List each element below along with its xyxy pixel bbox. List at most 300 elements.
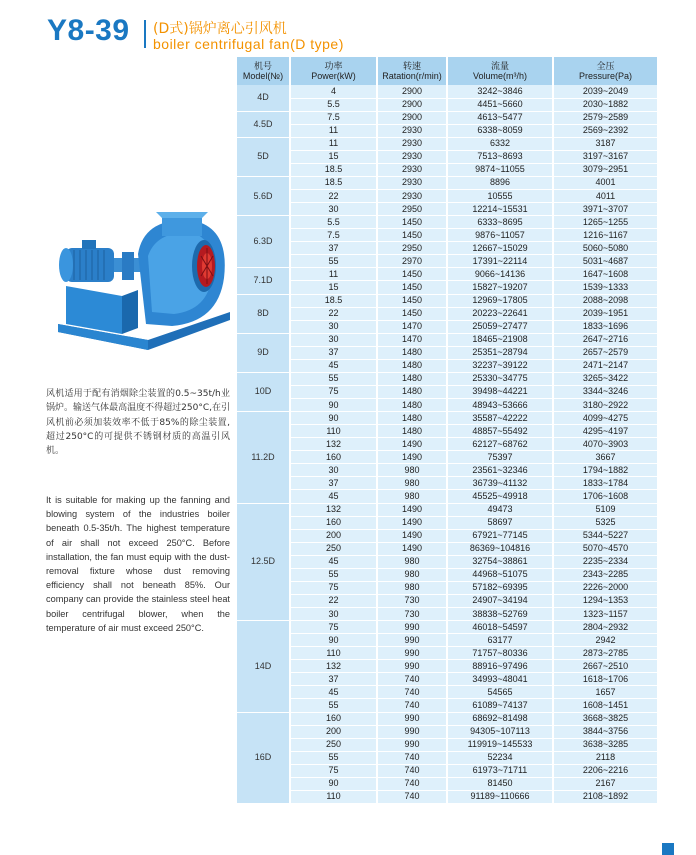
pressure-cell: 1647~1608	[553, 268, 657, 281]
table-row	[237, 581, 657, 594]
table-row	[237, 464, 657, 477]
volume-cell: 67921~77145	[447, 529, 553, 542]
volume-cell: 86369~104816	[447, 542, 553, 555]
table-row	[237, 281, 657, 294]
volume-cell: 12667~15029	[447, 242, 553, 255]
power-cell: 18.5	[290, 176, 377, 189]
table-row	[237, 268, 657, 281]
power-cell: 110	[290, 790, 377, 803]
volume-cell: 25059~27477	[447, 320, 553, 333]
pressure-cell: 2039~2049	[553, 85, 657, 98]
table-row	[237, 594, 657, 607]
table-row	[237, 516, 657, 529]
pressure-cell: 5344~5227	[553, 529, 657, 542]
model-cell: 5D	[237, 137, 290, 176]
speed-cell: 1490	[377, 451, 447, 464]
volume-cell: 36739~41132	[447, 477, 553, 490]
table-row	[237, 712, 657, 725]
table-row	[237, 790, 657, 803]
power-cell: 90	[290, 777, 377, 790]
pressure-cell: 2167	[553, 777, 657, 790]
volume-cell: 32754~38861	[447, 555, 553, 568]
table-row	[237, 333, 657, 346]
volume-cell: 58697	[447, 516, 553, 529]
power-cell: 30	[290, 320, 377, 333]
power-cell: 45	[290, 490, 377, 503]
volume-cell: 25330~34775	[447, 372, 553, 385]
pressure-cell: 3180~2922	[553, 399, 657, 412]
pressure-cell: 3844~3756	[553, 725, 657, 738]
volume-cell: 61089~74137	[447, 699, 553, 712]
volume-cell: 46018~54597	[447, 621, 553, 634]
table-row	[237, 320, 657, 333]
pressure-cell: 5031~4687	[553, 255, 657, 268]
volume-cell: 32237~39122	[447, 359, 553, 372]
power-cell: 75	[290, 385, 377, 398]
volume-cell: 68692~81498	[447, 712, 553, 725]
speed-cell: 2930	[377, 137, 447, 150]
speed-cell: 980	[377, 581, 447, 594]
pressure-cell: 4001	[553, 176, 657, 189]
table-row	[237, 346, 657, 359]
volume-cell: 61973~71711	[447, 764, 553, 777]
pressure-cell: 2030~1882	[553, 98, 657, 111]
col-header-model: 机号 Model(№)	[237, 57, 290, 85]
speed-cell: 740	[377, 686, 447, 699]
speed-cell: 1450	[377, 307, 447, 320]
volume-cell: 45525~49918	[447, 490, 553, 503]
speed-cell: 1480	[377, 346, 447, 359]
volume-cell: 34993~48041	[447, 673, 553, 686]
speed-cell: 1450	[377, 229, 447, 242]
power-cell: 132	[290, 503, 377, 516]
speed-cell: 1490	[377, 516, 447, 529]
volume-cell: 9876~11057	[447, 229, 553, 242]
power-cell: 45	[290, 555, 377, 568]
model-cell: 8D	[237, 294, 290, 333]
pressure-cell: 2657~2579	[553, 346, 657, 359]
speed-cell: 1490	[377, 529, 447, 542]
power-cell: 132	[290, 660, 377, 673]
power-cell: 250	[290, 542, 377, 555]
specification-table	[237, 57, 657, 804]
speed-cell: 990	[377, 621, 447, 634]
table-row	[237, 764, 657, 777]
volume-cell: 7513~8693	[447, 150, 553, 163]
col-header-speed: 转速 Ratation(r/min)	[377, 57, 447, 85]
power-cell: 15	[290, 281, 377, 294]
table-row	[237, 503, 657, 516]
pressure-cell: 2039~1951	[553, 307, 657, 320]
pressure-cell: 1216~1167	[553, 229, 657, 242]
title-divider	[144, 20, 146, 48]
volume-cell: 48857~55492	[447, 425, 553, 438]
volume-cell: 119919~145533	[447, 738, 553, 751]
model-cell: 6.3D	[237, 216, 290, 268]
power-cell: 45	[290, 359, 377, 372]
speed-cell: 1480	[377, 399, 447, 412]
pressure-cell: 1294~1353	[553, 594, 657, 607]
model-cell: 16D	[237, 712, 290, 803]
table-row	[237, 438, 657, 451]
pressure-cell: 4070~3903	[553, 438, 657, 451]
volume-cell: 38838~52769	[447, 608, 553, 621]
speed-cell: 1470	[377, 320, 447, 333]
volume-cell: 91189~110666	[447, 790, 553, 803]
power-cell: 30	[290, 333, 377, 346]
pressure-cell: 3265~3422	[553, 372, 657, 385]
pressure-cell: 2118	[553, 751, 657, 764]
speed-cell: 990	[377, 647, 447, 660]
power-cell: 200	[290, 529, 377, 542]
pressure-cell: 1657	[553, 686, 657, 699]
table-row	[237, 255, 657, 268]
table-row	[237, 555, 657, 568]
power-cell: 55	[290, 372, 377, 385]
power-cell: 18.5	[290, 163, 377, 176]
volume-cell: 71757~80336	[447, 647, 553, 660]
volume-cell: 23561~32346	[447, 464, 553, 477]
speed-cell: 1480	[377, 425, 447, 438]
power-cell: 37	[290, 346, 377, 359]
pressure-cell: 2108~1892	[553, 790, 657, 803]
pressure-cell: 1323~1157	[553, 608, 657, 621]
power-cell: 30	[290, 203, 377, 216]
volume-cell: 18465~21908	[447, 333, 553, 346]
volume-cell: 6338~8059	[447, 124, 553, 137]
power-cell: 11	[290, 124, 377, 137]
speed-cell: 740	[377, 673, 447, 686]
pressure-cell: 4295~4197	[553, 425, 657, 438]
power-cell: 160	[290, 712, 377, 725]
fan-illustration	[52, 212, 230, 362]
power-cell: 11	[290, 268, 377, 281]
table-row	[237, 490, 657, 503]
power-cell: 22	[290, 594, 377, 607]
speed-cell: 980	[377, 490, 447, 503]
power-cell: 250	[290, 738, 377, 751]
pressure-cell: 1833~1696	[553, 320, 657, 333]
power-cell: 160	[290, 451, 377, 464]
pressure-cell: 2579~2589	[553, 111, 657, 124]
pressure-cell: 3197~3167	[553, 150, 657, 163]
speed-cell: 740	[377, 751, 447, 764]
table-row	[237, 673, 657, 686]
power-cell: 7.5	[290, 111, 377, 124]
volume-cell: 12214~15531	[447, 203, 553, 216]
pressure-cell: 1539~1333	[553, 281, 657, 294]
table-row	[237, 568, 657, 581]
table-row	[237, 229, 657, 242]
power-cell: 110	[290, 647, 377, 660]
volume-cell: 44968~51075	[447, 568, 553, 581]
power-cell: 22	[290, 307, 377, 320]
speed-cell: 990	[377, 660, 447, 673]
pressure-cell: 1618~1706	[553, 673, 657, 686]
power-cell: 55	[290, 751, 377, 764]
table-row	[237, 412, 657, 425]
table-row	[237, 137, 657, 150]
pressure-cell: 4099~4275	[553, 412, 657, 425]
volume-cell: 75397	[447, 451, 553, 464]
table-row	[237, 425, 657, 438]
speed-cell: 2970	[377, 255, 447, 268]
speed-cell: 1450	[377, 294, 447, 307]
pressure-cell: 2235~2334	[553, 555, 657, 568]
pressure-cell: 1265~1255	[553, 216, 657, 229]
pressure-cell: 5070~4570	[553, 542, 657, 555]
power-cell: 90	[290, 412, 377, 425]
col-header-power: 功率 Power(kW)	[290, 57, 377, 85]
pressure-cell: 2226~2000	[553, 581, 657, 594]
volume-cell: 39498~44221	[447, 385, 553, 398]
table-row	[237, 399, 657, 412]
pressure-cell: 2647~2716	[553, 333, 657, 346]
table-row	[237, 203, 657, 216]
speed-cell: 1490	[377, 438, 447, 451]
pressure-cell: 2804~2932	[553, 621, 657, 634]
table-row	[237, 647, 657, 660]
speed-cell: 1480	[377, 359, 447, 372]
volume-cell: 9066~14136	[447, 268, 553, 281]
table-row	[237, 163, 657, 176]
speed-cell: 2930	[377, 176, 447, 189]
speed-cell: 740	[377, 777, 447, 790]
table-row	[237, 98, 657, 111]
table-row	[237, 542, 657, 555]
model-cell: 7.1D	[237, 268, 290, 294]
power-cell: 15	[290, 150, 377, 163]
table-row	[237, 621, 657, 634]
volume-cell: 63177	[447, 634, 553, 647]
table-row	[237, 751, 657, 764]
power-cell: 7.5	[290, 229, 377, 242]
table-row	[237, 725, 657, 738]
speed-cell: 990	[377, 634, 447, 647]
table-row	[237, 111, 657, 124]
model-cell: 9D	[237, 333, 290, 372]
pressure-cell: 3344~3246	[553, 385, 657, 398]
power-cell: 75	[290, 581, 377, 594]
speed-cell: 1450	[377, 216, 447, 229]
volume-cell: 9874~11055	[447, 163, 553, 176]
pressure-cell: 2471~2147	[553, 359, 657, 372]
pressure-cell: 3668~3825	[553, 712, 657, 725]
table-body	[237, 85, 657, 803]
volume-cell: 20223~22641	[447, 307, 553, 320]
volume-cell: 48943~53666	[447, 399, 553, 412]
power-cell: 110	[290, 425, 377, 438]
volume-cell: 35587~42222	[447, 412, 553, 425]
power-cell: 160	[290, 516, 377, 529]
speed-cell: 2900	[377, 98, 447, 111]
speed-cell: 740	[377, 790, 447, 803]
table-row	[237, 216, 657, 229]
table-header-row	[237, 57, 657, 85]
speed-cell: 990	[377, 712, 447, 725]
table-row	[237, 242, 657, 255]
title-chinese: (D式)锅炉离心引风机	[153, 21, 287, 37]
table-row	[237, 124, 657, 137]
volume-cell: 17391~22114	[447, 255, 553, 268]
model-cell: 11.2D	[237, 412, 290, 503]
table-row	[237, 634, 657, 647]
speed-cell: 980	[377, 568, 447, 581]
speed-cell: 1450	[377, 281, 447, 294]
speed-cell: 2900	[377, 85, 447, 98]
pressure-cell: 4011	[553, 190, 657, 203]
pressure-cell: 5109	[553, 503, 657, 516]
table-row	[237, 686, 657, 699]
table-row	[237, 372, 657, 385]
table-row	[237, 307, 657, 320]
speed-cell: 1450	[377, 268, 447, 281]
title-english: boiler centrifugal fan(D type)	[153, 36, 344, 52]
pressure-cell: 3667	[553, 451, 657, 464]
description-english: It is suitable for making up the fanning and blowing system of the industries boiler beneath 0.5-35t/h. The highest temperature of air shall not exceed 250°C. Before installation, the fan must equip with the dust-removal fixture whose dust removing efficiency shall not beneath 85%. Our company can provide the stainless steel heat boiler centrifugal blower, when the temperature of air must exceed 250°C.	[46, 495, 230, 633]
pressure-cell: 2667~2510	[553, 660, 657, 673]
volume-cell: 10555	[447, 190, 553, 203]
volume-cell: 6332	[447, 137, 553, 150]
speed-cell: 1490	[377, 542, 447, 555]
volume-cell: 54565	[447, 686, 553, 699]
speed-cell: 1480	[377, 372, 447, 385]
page-corner-mark	[662, 843, 674, 855]
speed-cell: 990	[377, 738, 447, 751]
volume-cell: 25351~28794	[447, 346, 553, 359]
volume-cell: 3242~3846	[447, 85, 553, 98]
pressure-cell: 3187	[553, 137, 657, 150]
speed-cell: 2930	[377, 190, 447, 203]
pressure-cell: 3971~3707	[553, 203, 657, 216]
table-row	[237, 699, 657, 712]
description-chinese: 风机适用于配有消烟除尘装置的0.5~35t/h业锅炉。输送气体最高温度不得超过250°C,在引风机前必须加装效率不低于85%的除尘装置,超过250°C的可提供不锈钢材质的高温引风机。	[46, 389, 230, 457]
volume-cell: 94305~107113	[447, 725, 553, 738]
power-cell: 75	[290, 621, 377, 634]
speed-cell: 2930	[377, 150, 447, 163]
speed-cell: 1480	[377, 385, 447, 398]
model-cell: 5.6D	[237, 176, 290, 215]
volume-cell: 8896	[447, 176, 553, 189]
power-cell: 5.5	[290, 98, 377, 111]
power-cell: 200	[290, 725, 377, 738]
volume-cell: 81450	[447, 777, 553, 790]
power-cell: 30	[290, 608, 377, 621]
model-cell: 14D	[237, 621, 290, 712]
power-cell: 11	[290, 137, 377, 150]
volume-cell: 4613~5477	[447, 111, 553, 124]
table-row	[237, 451, 657, 464]
speed-cell: 2950	[377, 203, 447, 216]
power-cell: 30	[290, 464, 377, 477]
volume-cell: 6333~8695	[447, 216, 553, 229]
speed-cell: 740	[377, 699, 447, 712]
power-cell: 37	[290, 477, 377, 490]
speed-cell: 2900	[377, 111, 447, 124]
pressure-cell: 5060~5080	[553, 242, 657, 255]
speed-cell: 980	[377, 464, 447, 477]
table-row	[237, 777, 657, 790]
power-cell: 55	[290, 699, 377, 712]
table-row	[237, 738, 657, 751]
power-cell: 55	[290, 255, 377, 268]
pressure-cell: 2206~2216	[553, 764, 657, 777]
col-header-volume: 流量 Volume(m³/h)	[447, 57, 553, 85]
volume-cell: 52234	[447, 751, 553, 764]
power-cell: 37	[290, 242, 377, 255]
pressure-cell: 3079~2951	[553, 163, 657, 176]
power-cell: 37	[290, 673, 377, 686]
pressure-cell: 2343~2285	[553, 568, 657, 581]
speed-cell: 740	[377, 764, 447, 777]
power-cell: 132	[290, 438, 377, 451]
pressure-cell: 2569~2392	[553, 124, 657, 137]
table-row	[237, 294, 657, 307]
table-row	[237, 359, 657, 372]
speed-cell: 990	[377, 725, 447, 738]
speed-cell: 730	[377, 608, 447, 621]
pressure-cell: 2088~2098	[553, 294, 657, 307]
pressure-cell: 1608~1451	[553, 699, 657, 712]
col-header-pressure: 全压 Pressure(Pa)	[553, 57, 657, 85]
table-row	[237, 385, 657, 398]
pressure-cell: 5325	[553, 516, 657, 529]
speed-cell: 1490	[377, 503, 447, 516]
model-title: Y8-39	[47, 14, 130, 47]
page-header	[0, 0, 696, 58]
power-cell: 22	[290, 190, 377, 203]
power-cell: 18.5	[290, 294, 377, 307]
pressure-cell: 2942	[553, 634, 657, 647]
volume-cell: 12969~17805	[447, 294, 553, 307]
volume-cell: 88916~97496	[447, 660, 553, 673]
table-row	[237, 176, 657, 189]
speed-cell: 980	[377, 477, 447, 490]
volume-cell: 49473	[447, 503, 553, 516]
speed-cell: 2930	[377, 124, 447, 137]
table-row	[237, 150, 657, 163]
volume-cell: 15827~19207	[447, 281, 553, 294]
model-cell: 10D	[237, 372, 290, 411]
speed-cell: 980	[377, 555, 447, 568]
speed-cell: 2930	[377, 163, 447, 176]
speed-cell: 730	[377, 594, 447, 607]
power-cell: 45	[290, 686, 377, 699]
volume-cell: 57182~69395	[447, 581, 553, 594]
speed-cell: 1480	[377, 412, 447, 425]
pressure-cell: 2873~2785	[553, 647, 657, 660]
power-cell: 75	[290, 764, 377, 777]
power-cell: 90	[290, 634, 377, 647]
table-row	[237, 608, 657, 621]
model-cell: 4D	[237, 85, 290, 111]
table-row	[237, 85, 657, 98]
power-cell: 5.5	[290, 216, 377, 229]
power-cell: 90	[290, 399, 377, 412]
table-row	[237, 660, 657, 673]
pressure-cell: 1833~1784	[553, 477, 657, 490]
model-cell: 12.5D	[237, 503, 290, 621]
speed-cell: 2950	[377, 242, 447, 255]
pressure-cell: 1794~1882	[553, 464, 657, 477]
table-row	[237, 190, 657, 203]
table-row	[237, 529, 657, 542]
pressure-cell: 1706~1608	[553, 490, 657, 503]
table-row	[237, 477, 657, 490]
volume-cell: 24907~34194	[447, 594, 553, 607]
pressure-cell: 3638~3285	[553, 738, 657, 751]
speed-cell: 1470	[377, 333, 447, 346]
